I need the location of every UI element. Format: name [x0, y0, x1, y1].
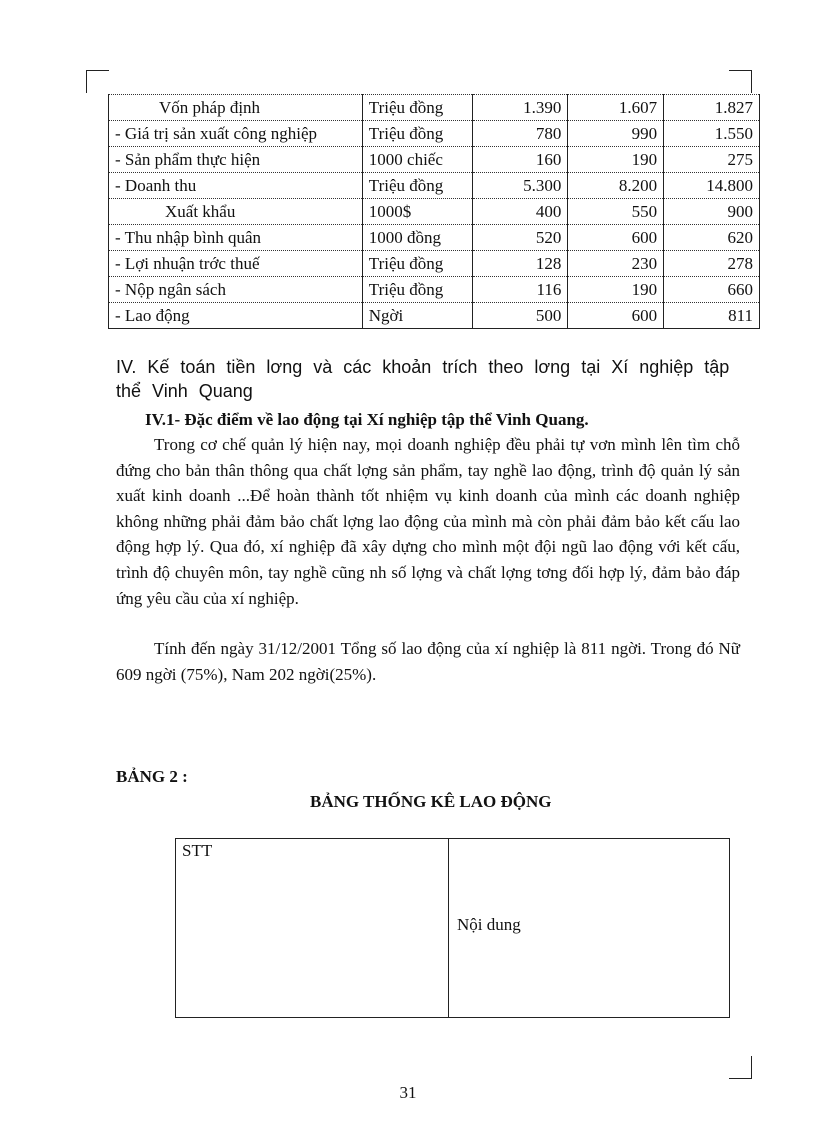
unit-cell: Triệu đồng [362, 251, 472, 277]
stt-header-cell: STT [176, 839, 449, 1018]
item-cell: - Nộp ngân sách [109, 277, 363, 303]
value-cell: 660 [664, 277, 760, 303]
value-cell: 8.200 [568, 173, 664, 199]
unit-cell: Triệu đồng [362, 95, 472, 121]
table-label: BẢNG 2 : [116, 767, 188, 786]
item-cell: - Lao động [109, 303, 363, 329]
crop-mark-top-left [86, 70, 109, 93]
value-cell: 780 [472, 121, 568, 147]
value-cell: 600 [568, 303, 664, 329]
page-number: 31 [399, 1083, 417, 1102]
crop-mark-top-right [729, 70, 752, 93]
table-row [109, 121, 760, 147]
table-row [109, 95, 760, 121]
value-cell: 190 [568, 147, 664, 173]
value-cell: 14.800 [664, 173, 760, 199]
value-cell: 275 [664, 147, 760, 173]
unit-cell: 1000 đồng [362, 225, 472, 251]
value-cell: 116 [472, 277, 568, 303]
table-row [109, 225, 760, 251]
item-cell: - Sản phẩm thực hiện [109, 147, 363, 173]
table-row [109, 199, 760, 225]
value-cell: 1.607 [568, 95, 664, 121]
value-cell: 811 [664, 303, 760, 329]
value-cell: 190 [568, 277, 664, 303]
value-cell: 160 [472, 147, 568, 173]
item-cell: - Lợi nhuận trớc thuế [109, 251, 363, 277]
value-cell: 1.827 [664, 95, 760, 121]
value-cell: 400 [472, 199, 568, 225]
value-cell: 900 [664, 199, 760, 225]
unit-cell: Triệu đồng [362, 277, 472, 303]
table-row [109, 303, 760, 329]
unit-cell: Ngời [362, 303, 472, 329]
crop-mark-bottom-right [729, 1056, 752, 1079]
value-cell: 600 [568, 225, 664, 251]
value-cell: 500 [472, 303, 568, 329]
value-cell: 520 [472, 225, 568, 251]
table-row [109, 251, 760, 277]
paragraph-labor-count: Tính đến ngày 31/12/2001 Tổng số lao động của xí nghiệp là 811 ngời. Trong đó Nữ 609 ngời (75%), Nam 202 ngời(25%). [116, 639, 740, 684]
unit-cell: 1000$ [362, 199, 472, 225]
table-row [176, 839, 730, 1018]
table-row [109, 173, 760, 199]
paragraph-labor-characteristics: Trong cơ chế quản lý hiện nay, mọi doanh nghiệp đều phải tự vơn mình lên tìm chỗ đứng cho bản thân thông qua chất lợng sản phẩm, tay nghề lao động, trình độ quản lý sản xuất kinh doanh ...Để hoàn thành tốt nhiệm vụ kinh doanh của mình các doanh nghiệp không những phải đảm bảo chất lợng lao động của mình mà còn phải đảm bảo kết cấu lao động hợp lý. Qua đó, xí nghiệp đã xây dựng cho mình một đội ngũ lao động với kết cấu, trình độ chuyên môn, tay nghề cũng nh số lợng và chất lợng tơng đối hợp lý, đảm bảo đáp ứng yêu cầu của xí nghiệp. [116, 435, 740, 608]
item-cell: - Thu nhập bình quân [109, 225, 363, 251]
content-header-cell: Nội dung [449, 839, 730, 1018]
value-cell: 230 [568, 251, 664, 277]
labor-statistics-table [175, 838, 730, 1018]
table-title: BẢNG THỐNG KÊ LAO ĐỘNG [310, 792, 552, 811]
item-cell: Xuất khẩu [109, 199, 363, 225]
value-cell: 128 [472, 251, 568, 277]
value-cell: 1.550 [664, 121, 760, 147]
value-cell: 278 [664, 251, 760, 277]
unit-cell: 1000 chiếc [362, 147, 472, 173]
item-cell: Vốn pháp định [109, 95, 363, 121]
value-cell: 990 [568, 121, 664, 147]
statistics-table [108, 94, 760, 329]
subsection-heading: IV.1- Đặc điểm về lao động tại Xí nghiệp tập thể Vinh Quang. [145, 410, 589, 429]
item-cell: - Doanh thu [109, 173, 363, 199]
section-heading: IV. Kế toán tiền lơng và các khoản trích theo lơng tại Xí nghiệp tập thể Vinh Quang [116, 357, 730, 401]
table-row [109, 277, 760, 303]
value-cell: 1.390 [472, 95, 568, 121]
unit-cell: Triệu đồng [362, 173, 472, 199]
item-cell: - Giá trị sản xuất công nghiệp [109, 121, 363, 147]
unit-cell: Triệu đồng [362, 121, 472, 147]
value-cell: 5.300 [472, 173, 568, 199]
value-cell: 550 [568, 199, 664, 225]
value-cell: 620 [664, 225, 760, 251]
table-row [109, 147, 760, 173]
